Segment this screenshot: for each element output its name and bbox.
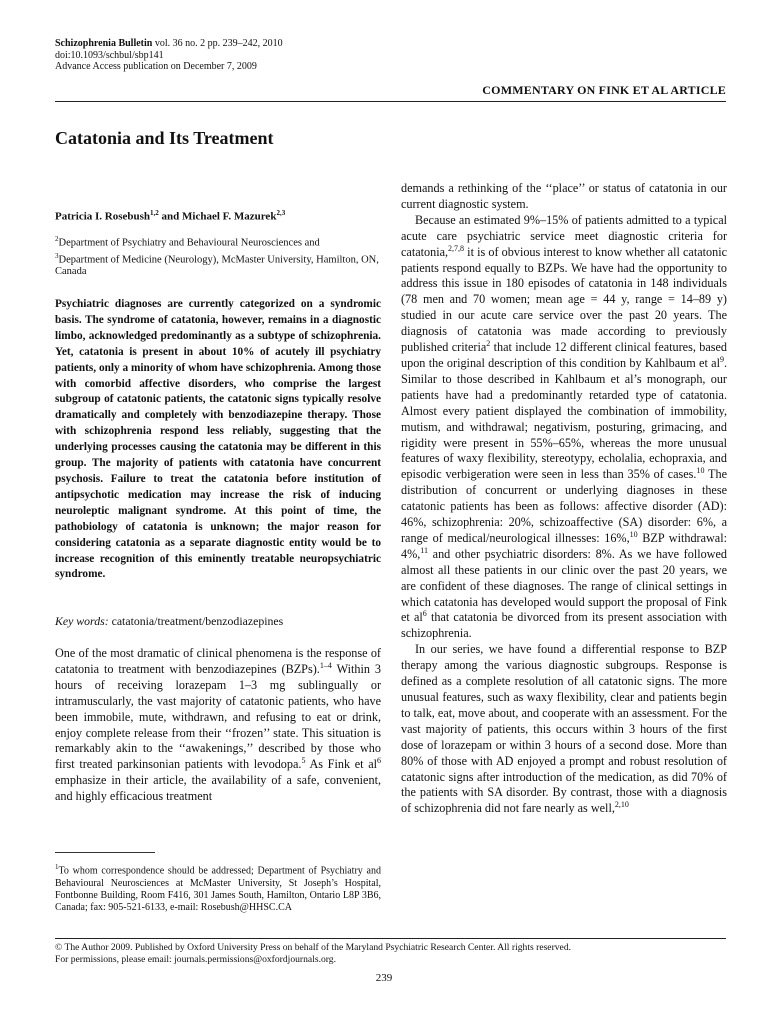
text-run: emphasize in their article, the availability of a safe, convenient, and highly efficacious treatment <box>55 773 381 804</box>
footnote <box>55 861 381 914</box>
footer-rule <box>55 938 726 939</box>
text-run: that include 12 different clinical features, based upon the original description of this condition by Kahlbaum et al <box>401 340 727 370</box>
citation-sup: 2,7,8 <box>448 243 465 253</box>
text-run: BZP withdrawal: 4%, <box>401 530 727 561</box>
journal-name: Schizophrenia Bulletin <box>55 38 153 49</box>
affiliation-2-sup: 3 <box>55 251 59 260</box>
paragraph <box>55 646 381 805</box>
keywords <box>55 614 283 629</box>
doi: doi:10.1093/schbul/sbp141 <box>55 49 164 61</box>
affiliation-2-text: Department of Medicine (Neurology), McMaster University, Hamilton, ON, Canada <box>55 254 379 277</box>
footnote-sup: 1 <box>55 863 59 871</box>
text-run: it is of obvious interest to know whether all catatonic patients respond equally to BZPs. We have had the opportunity to address this issue in 180 episodes of catatonia in 148 individuals (78 men and 70 women; mean age = 44 y, range = 14–89 y) studied in our acute care service over the past 20 years. The diagnosis of catatonia was made according to previously published criteria <box>401 244 727 355</box>
text-run: that catatonia be divorced from its present association with schizophrenia. <box>401 610 728 641</box>
citation-sup: 10 <box>696 466 705 476</box>
affiliation-1-sup: 2 <box>55 235 59 243</box>
footnote-rule <box>55 852 155 853</box>
citation-sup: 5 <box>301 756 306 766</box>
citation-sup: 10 <box>629 529 638 539</box>
text-run: The distribution of concurrent or underlying diagnoses in these catatonic patients has been as follows: affective disorder (AD): 46%, schizophrenia: 20%, schizoaffective (SA) disorder: 6%, a range of medical/neurological illnesses: 16%, <box>401 467 727 545</box>
citation-sup: 9 <box>719 354 724 364</box>
citation-sup: 11 <box>420 545 428 555</box>
author-1-sup: 1,2 <box>150 209 159 217</box>
affiliations <box>55 233 385 278</box>
text-run: One of the most dramatic of clinical phenomena is the response of catatonia to treatment with benzodiazepines (BZPs). <box>55 646 381 676</box>
text-run: . Similar to those described in Kahlbaum et al’s monograph, our patients have had a predominantly retarded type of catatonia. Almost every patient displayed the combination of immobility, mutism, and withdrawal; negativism, posturing, grimacing, and rigidity were present in 55%–65%, whereas the more unusual features of waxy flexibility, stereotypy, echolalia, echopraxia, and episodic verbigeration were seen in less than 35% of cases. <box>401 355 727 482</box>
keywords-label: Key words: <box>55 614 109 628</box>
citation-sup: 1–4 <box>319 660 332 670</box>
citation-sup: 6 <box>422 609 427 619</box>
text-run: In our series, we have found a differential response to BZP therapy among the various diagnostic subgroups. Response is defined as a complete resolution of all catatonic signs. The more unusual features, such as waxy flexibility, clear and patients begin to talk, eat, move about, and cooperate with an assessment. For the vast majority of patients, this occurs within 3 hours of the first dose of lorazepam or within 3 hours of a second dose. More than 80% of those with AD enjoyed a prompt and robust resolution of catatonic signs after introduction of the medication, as did 70% of the patients with SA disorder. By contrast, those with a diagnosis of schizophrenia did not fare nearly as well, <box>401 642 727 816</box>
copyright <box>55 942 571 965</box>
citation-sup: 2,10 <box>614 800 629 810</box>
paragraph: demands a rethinking of the ‘‘place’’ or status of catatonia in our current diagnostic system. <box>401 181 727 211</box>
right-body <box>401 181 727 817</box>
footnote-text: To whom correspondence should be addressed; Department of Psychiatry and Behavioural Neurosciences at McMaster University, St Joseph’s Hospital, Fontbonne Building, Room F416, 301 James South, Hamilton, Ontario L8P 3B6, Canada; fax: 905-521-6133, e-mail: Rosebush@HHSC.CA <box>55 865 381 913</box>
left-body <box>55 646 381 805</box>
author-2-sup: 2,3 <box>276 209 286 217</box>
text-run: As Fink et al <box>305 757 377 772</box>
affiliation-1 <box>55 233 385 250</box>
citation-sup: 6 <box>377 756 381 766</box>
citation-line <box>55 38 283 50</box>
journal-citation: vol. 36 no. 2 pp. 239–242, 2010 <box>152 38 283 49</box>
text-run: Within 3 hours of receiving lorazepam 1–3 mg sublingually or intramuscularly, the vast majority of catatonic patients, who have been immobile, mute, withdrawn, and refusing to eat or drink, enjoy complete release from their ‘‘frozen’’ state. This situation is remarkably akin to the ‘‘awakenings,’’ described by those who first treated parkinsonian patients with levodopa. <box>55 661 381 772</box>
header-rule <box>55 101 726 102</box>
text-run: Because an estimated 9%–15% of patients admitted to a typical acute care psychiatric service meet diagnostic criteria for catatonia, <box>401 212 727 259</box>
authors <box>55 209 285 223</box>
text-run: and other psychiatric disorders: 8%. As we have followed almost all these patients in our clinic over the past 20 years, we are confident of these diagnoses. The range of clinical settings in which catatonia has developed would support the proposal of Fink et al <box>401 546 727 625</box>
article-title: Catatonia and Its Treatment <box>55 128 274 148</box>
abstract: Psychiatric diagnoses are currently categorized on a syndromic basis. The syndrome of catatonia, however, remains in a diagnostic limbo, acknowledged predominantly as a subtype of schizophrenia. Yet, catatonia is present in about 10% of acutely ill psychiatry patients, only a minority of whom have schizophrenia. Among those with comorbid affective disorders, who comprise the largest subgroup of catatonic patients, the catatonic signs typically resolve dramatically and completely with benzodiazepine therapy. Those with schizophrenia respond less reliably, suggesting that the underlying processes causing the catatonia may be different in this group. The majority of patients with catatonia have concurrent psychosis. Failure to treat the catatonia before institution of antipsychotic medication may increase the risk of inducing neuroleptic malignant syndrome. At this point of time, the pathobiology of catatonia is unknown; the major reason for considering catatonia as a separate diagnostic entity would be to increase recognition of this eminently treatable neuropsychiatric syndrome. <box>55 298 381 581</box>
advance-access: Advance Access publication on December 7, 2009 <box>55 61 257 72</box>
authors-and: and <box>158 210 183 223</box>
copyright-line: © The Author 2009. Published by Oxford University Press on behalf of the Maryland Psychiatric Research Center. All rights reserved. <box>55 942 572 953</box>
page-number: 239 <box>375 972 393 984</box>
journal-meta <box>55 38 283 73</box>
affiliation-2 <box>55 250 385 279</box>
author-1: Patricia I. Rosebush <box>55 210 151 223</box>
permissions-line: For permissions, please email: journals.permissions@oxfordjournals.org. <box>55 953 336 965</box>
author-2: Michael F. Mazurek <box>182 210 277 223</box>
affiliation-1-text: Department of Psychiatry and Behavioural Neurosciences and <box>58 237 320 249</box>
keywords-value: catatonia/treatment/benzodiazepines <box>108 614 284 628</box>
section-label: COMMENTARY ON FINK ET AL ARTICLE <box>482 83 726 97</box>
paragraph <box>401 642 727 817</box>
citation-sup: 2 <box>486 339 491 348</box>
paragraph <box>401 213 727 642</box>
